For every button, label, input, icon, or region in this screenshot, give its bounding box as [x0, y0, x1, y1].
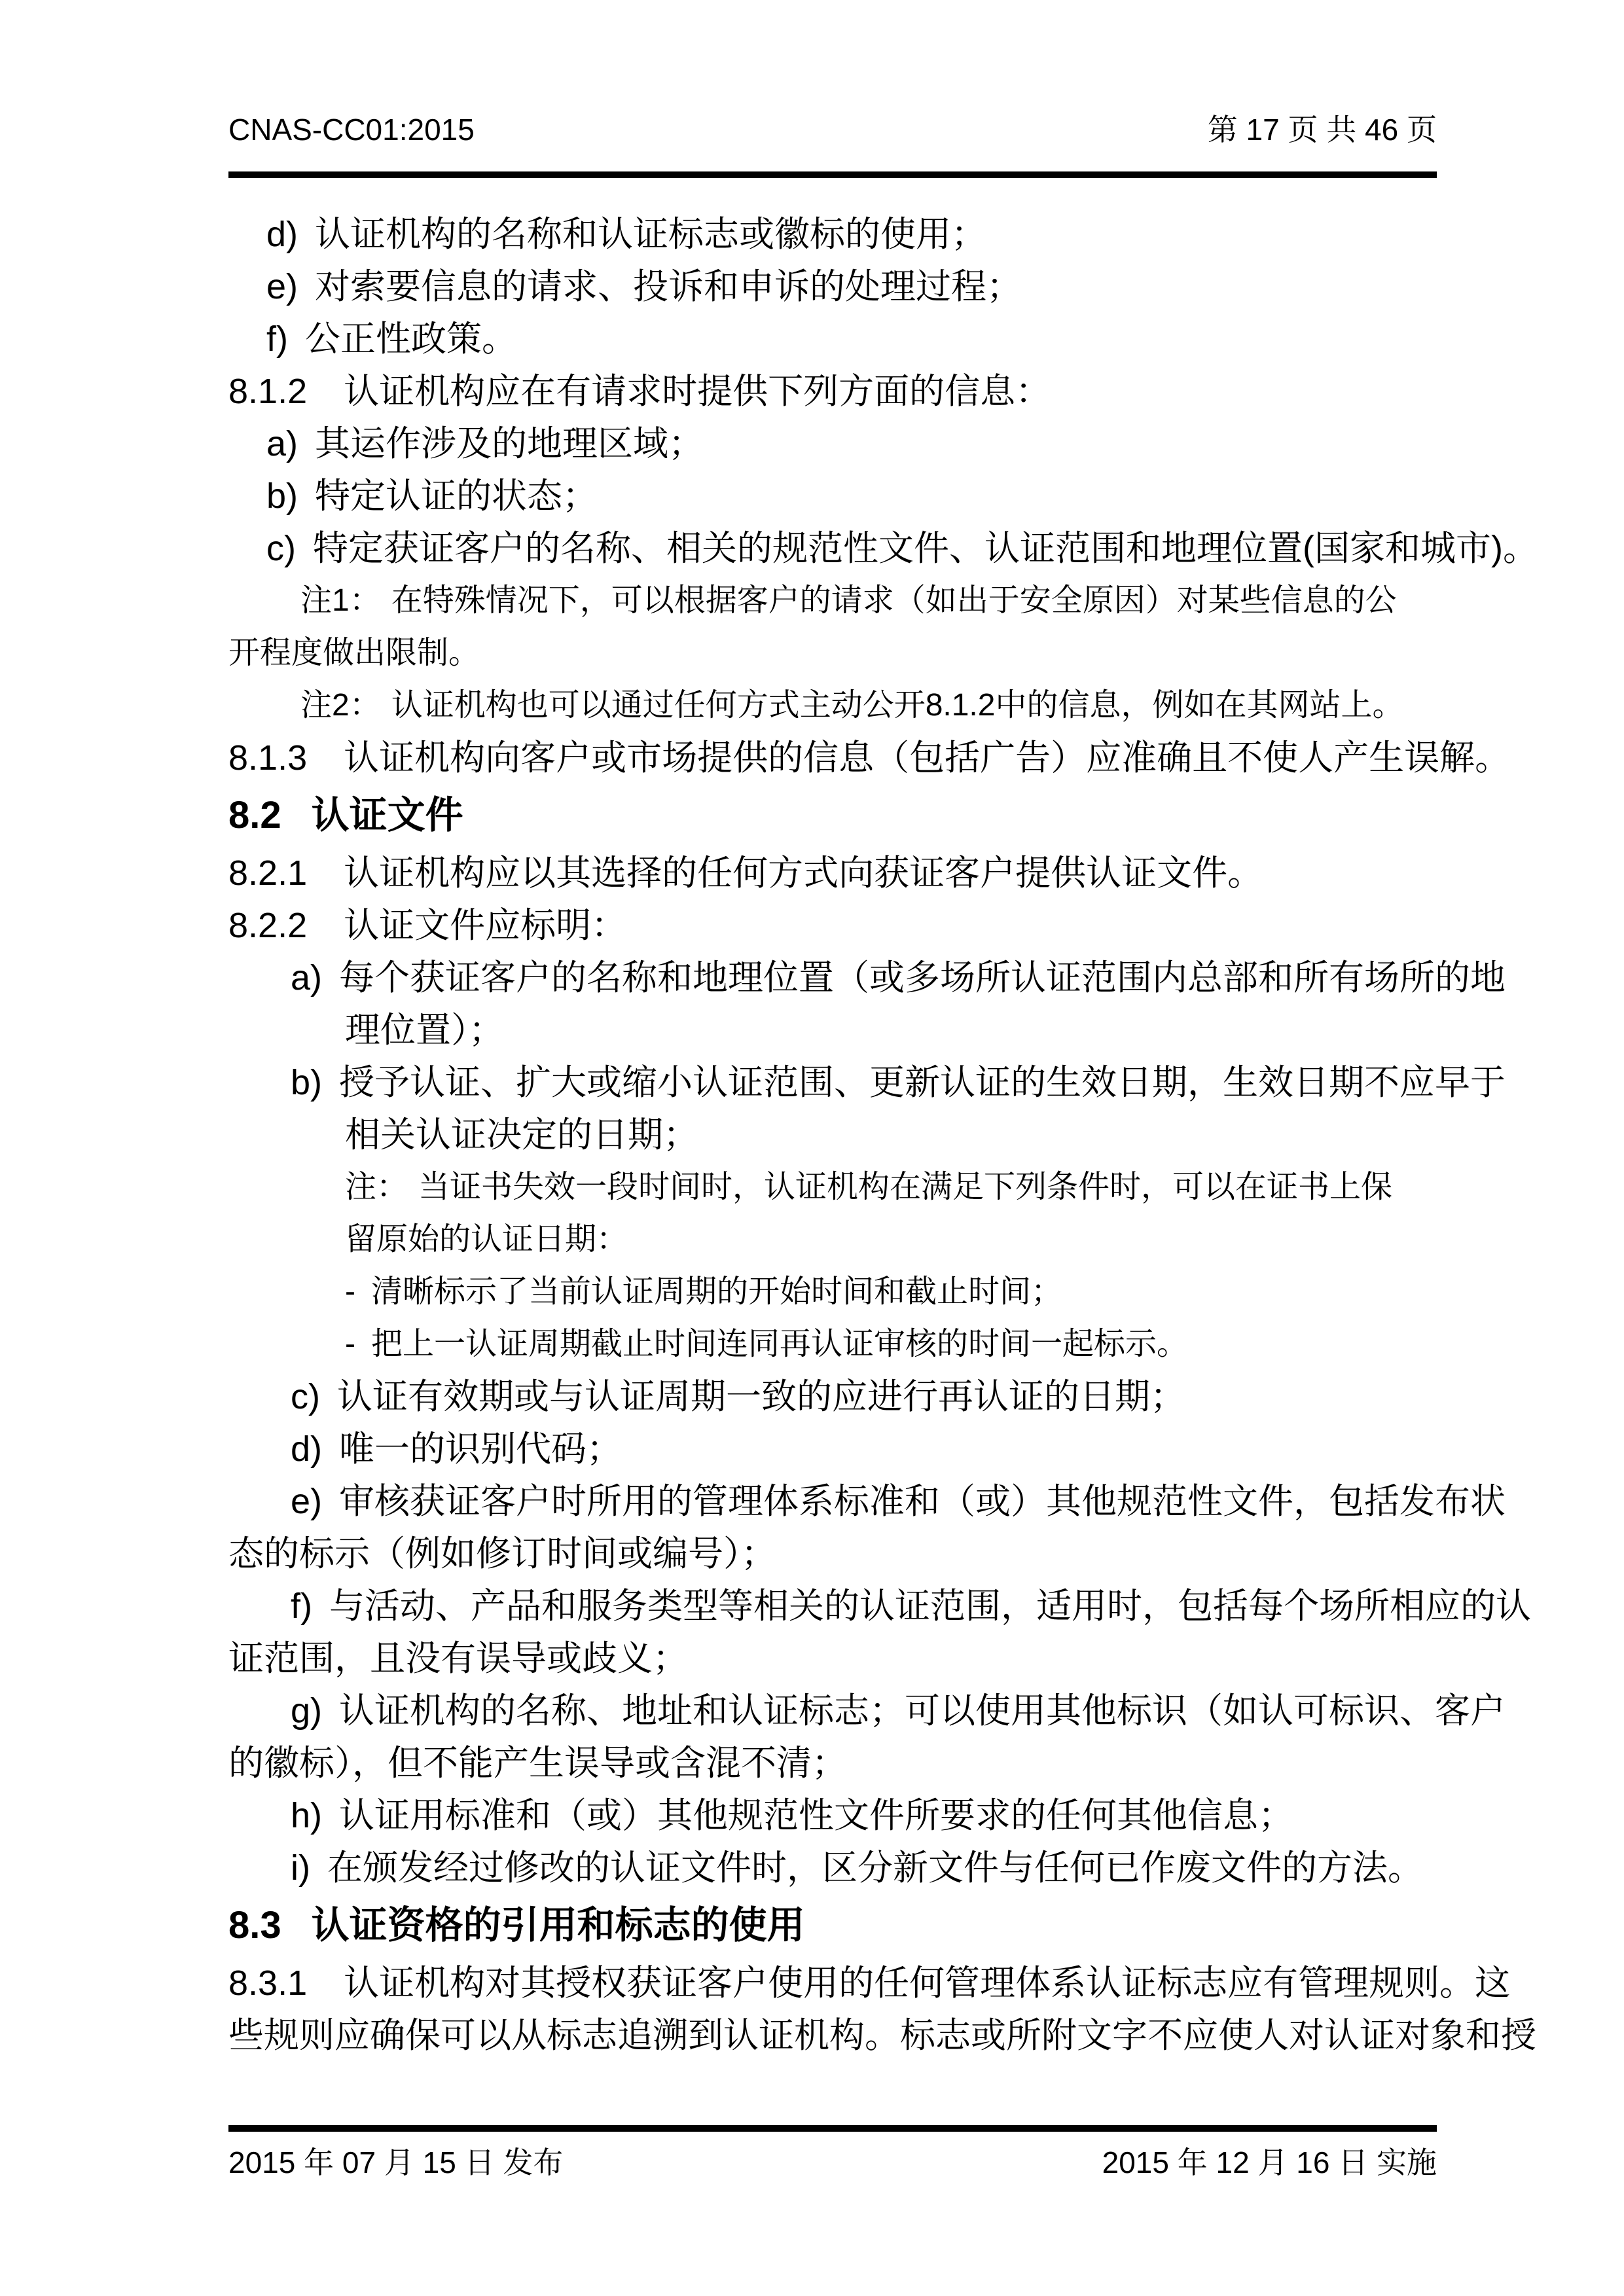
doc-line	[345, 1161, 1437, 1213]
line-label: i)	[291, 1848, 310, 1888]
doc-line	[266, 208, 1437, 260]
footer-issue-date: 2015 年 07 月 15 日 发布	[228, 2145, 564, 2179]
doc-line	[228, 1528, 1437, 1580]
header-page-info: 第 17 页 共 46 页	[1207, 113, 1437, 147]
line-text: 认证机构也可以通过任何方式主动公开8.1.2中的信息，例如在其网站上。	[391, 688, 1404, 723]
doc-line	[228, 2009, 1536, 2062]
line-text: 态的标示（例如修订时间或编号）；	[228, 1534, 776, 1573]
page-footer	[228, 2142, 1437, 2183]
line-label: 8.2	[228, 794, 281, 836]
doc-line	[228, 784, 1437, 847]
doc-line	[266, 313, 1437, 365]
line-label: 注2：	[300, 688, 381, 723]
doc-line	[345, 1109, 1437, 1161]
line-text: 认证资格的引用和标志的使用	[311, 1904, 805, 1946]
line-label: -	[345, 1327, 355, 1361]
line-text: 在特殊情况下，可以根据客户的请求（如出于安全原因）对某些信息的公	[391, 583, 1397, 618]
line-text: 认证文件	[311, 794, 463, 836]
page-header	[228, 110, 1437, 149]
document-body	[228, 208, 1538, 2062]
doc-line	[266, 418, 1437, 470]
doc-line	[291, 1423, 1437, 1475]
doc-line	[228, 847, 1437, 899]
doc-line	[291, 1789, 1437, 1842]
line-text: 对索要信息的请求、投诉和申诉的处理过程；	[315, 267, 1022, 306]
line-text: 每个获证客户的名称和地理位置（或多场所认证范围内总部和所有场所的地	[339, 958, 1506, 997]
line-text: 其运作涉及的地理区域；	[315, 424, 704, 463]
doc-line	[228, 627, 1437, 679]
doc-line	[291, 1685, 1506, 1737]
line-label: e)	[266, 267, 298, 306]
line-text: 特定获证客户的名称、相关的规范性文件、认证范围和地理位置(国家和城市)。	[312, 529, 1538, 568]
line-text: 开程度做出限制。	[228, 636, 480, 670]
doc-line	[291, 1842, 1437, 1894]
line-label: a)	[266, 424, 298, 463]
line-label: f)	[291, 1587, 312, 1626]
line-label: g)	[291, 1691, 323, 1731]
line-text: 留原始的认证日期：	[345, 1222, 628, 1257]
line-text: 认证机构向客户或市场提供的信息（包括广告）应准确且不使人产生误解。	[344, 738, 1511, 778]
line-text: 证范围，且没有误导或歧义；	[228, 1639, 688, 1678]
line-label: d)	[266, 215, 298, 254]
line-text: 清晰标示了当前认证周期的开始时间和截止时间；	[370, 1274, 1062, 1309]
line-label: e)	[291, 1482, 323, 1521]
line-text: 当证书失效一段时间时，认证机构在满足下列条件时，可以在证书上保	[418, 1170, 1393, 1204]
doc-line	[266, 260, 1437, 313]
line-label: c)	[266, 529, 296, 568]
line-label: 8.3	[228, 1904, 281, 1946]
doc-line	[228, 1632, 1437, 1685]
line-label: 8.1.2	[228, 372, 308, 411]
line-label: 注1：	[300, 583, 381, 618]
footer-rule	[228, 2125, 1437, 2132]
doc-line	[228, 365, 1437, 418]
header-rule	[228, 171, 1437, 178]
line-label: 8.2.1	[228, 853, 308, 893]
line-label: 注：	[345, 1170, 408, 1204]
line-text: 认证用标准和（或）其他规范性文件所要求的任何其他信息；	[339, 1796, 1294, 1835]
line-label: f)	[266, 319, 288, 359]
doc-line	[266, 470, 1437, 522]
header-doc-code: CNAS-CC01:2015	[228, 113, 475, 147]
doc-line	[228, 1737, 1437, 1789]
doc-line	[291, 1475, 1506, 1528]
line-label: 8.2.2	[228, 906, 308, 945]
line-text: 审核获证客户时所用的管理体系标准和（或）其他规范性文件，包括发布状	[339, 1482, 1506, 1521]
line-text: 唯一的识别代码；	[339, 1429, 623, 1469]
line-text: 认证文件应标明：	[344, 906, 627, 945]
doc-line	[228, 1957, 1511, 2009]
doc-line	[345, 1004, 1437, 1056]
line-label: a)	[291, 958, 323, 997]
doc-line	[300, 679, 1437, 732]
line-label: c)	[291, 1377, 320, 1416]
line-text: 相关认证决定的日期；	[345, 1115, 698, 1155]
line-text: 特定认证的状态；	[315, 476, 598, 516]
line-text: 在颁发经过修改的认证文件时，区分新文件与任何已作废文件的方法。	[327, 1848, 1423, 1888]
line-label: 8.1.3	[228, 738, 308, 778]
footer-implement-date: 2015 年 12 月 16 日 实施	[1102, 2145, 1437, 2179]
line-text: 认证机构应以其选择的任何方式向获证客户提供认证文件。	[344, 853, 1263, 893]
line-text: 把上一认证周期截止时间连同再认证审核的时间一起标示。	[370, 1327, 1188, 1361]
doc-line	[291, 1580, 1531, 1632]
line-label: b)	[266, 476, 298, 516]
line-text: 公正性政策。	[305, 319, 517, 359]
line-label: 8.3.1	[228, 1964, 308, 2003]
line-label: -	[345, 1274, 355, 1309]
line-text: 与活动、产品和服务类型等相关的认证范围，适用时，包括每个场所相应的认	[329, 1587, 1531, 1626]
line-label: b)	[291, 1063, 323, 1102]
line-label: d)	[291, 1429, 323, 1469]
doc-line	[291, 952, 1506, 1004]
line-text: 认证机构的名称、地址和认证标志；可以使用其他标识（如认可标识、客户	[339, 1691, 1506, 1731]
doc-line	[345, 1318, 1437, 1371]
doc-line	[291, 1371, 1437, 1423]
line-text: 的徽标），但不能产生误导或含混不清；	[228, 1744, 847, 1783]
doc-line	[300, 575, 1437, 627]
line-text: 认证机构应在有请求时提供下列方面的信息：	[344, 372, 1051, 411]
doc-line	[291, 1056, 1506, 1109]
doc-line	[228, 899, 1437, 952]
line-text: 些规则应确保可以从标志追溯到认证机构。标志或所附文字不应使人对认证对象和授	[228, 2016, 1536, 2055]
line-text: 认证机构对其授权获证客户使用的任何管理体系认证标志应有管理规则。这	[344, 1964, 1511, 2003]
line-text: 认证机构的名称和认证标志或徽标的使用；	[315, 215, 987, 254]
doc-line	[228, 1894, 1437, 1957]
line-text: 认证有效期或与认证周期一致的应进行再认证的日期；	[336, 1377, 1185, 1416]
line-label: h)	[291, 1796, 323, 1835]
doc-line	[345, 1213, 1437, 1266]
doc-line	[228, 732, 1511, 784]
doc-line	[266, 522, 1538, 575]
line-text: 理位置）；	[345, 1011, 504, 1050]
line-text: 授予认证、扩大或缩小认证范围、更新认证的生效日期，生效日期不应早于	[339, 1063, 1506, 1102]
doc-line	[345, 1266, 1437, 1318]
